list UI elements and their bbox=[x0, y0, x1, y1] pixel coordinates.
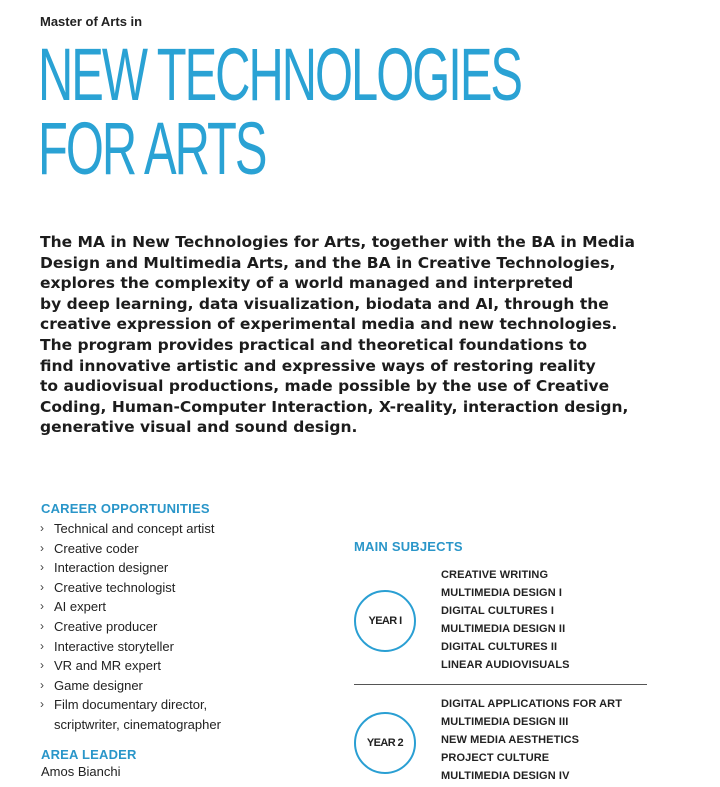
subject-item: NEW MEDIA AESTHETICS bbox=[441, 734, 580, 746]
area-leader-heading: AREA LEADER bbox=[41, 747, 137, 762]
subject-item: MULTIMEDIA DESIGN III bbox=[441, 716, 569, 728]
subject-item: DIGITAL CULTURES I bbox=[441, 605, 555, 617]
list-item: › Creative coder bbox=[40, 539, 221, 559]
list-item: › Interactive storyteller bbox=[40, 637, 221, 657]
year-1-subject-list bbox=[441, 566, 570, 674]
page-title bbox=[38, 33, 522, 190]
intro-line: generative visual and sound design. bbox=[40, 418, 358, 437]
intro-line: The MA in New Technologies for Arts, together with the BA in Media bbox=[40, 233, 635, 251]
year-2-subject-list bbox=[441, 695, 622, 785]
list-item: › Interaction designer bbox=[40, 558, 221, 578]
subject-item: MULTIMEDIA DESIGN IV bbox=[441, 770, 570, 782]
intro-line: creative expression of experimental media and new technologies. bbox=[40, 315, 618, 334]
list-item: › Technical and concept artist bbox=[40, 519, 221, 539]
subject-item: CREATIVE WRITING bbox=[441, 569, 549, 581]
chevron-right-icon: › bbox=[40, 618, 44, 633]
subject-item: MULTIMEDIA DESIGN I bbox=[441, 587, 563, 599]
list-item: › Creative producer bbox=[40, 617, 221, 637]
intro-line: The program provides practical and theoretical foundations to bbox=[40, 335, 588, 354]
chevron-right-icon: › bbox=[40, 540, 44, 555]
chevron-right-icon: › bbox=[40, 638, 44, 653]
intro-line: find innovative artistic and expressive ways of restoring reality bbox=[40, 356, 596, 375]
intro-line: explores the complexity of a world managed and interpreted bbox=[40, 274, 574, 293]
area-leader-name: Amos Bianchi bbox=[41, 764, 121, 779]
intro-line: Coding, Human-Computer Interaction, X-reality, interaction design, bbox=[40, 397, 629, 416]
year-divider bbox=[354, 684, 647, 685]
subject-item: DIGITAL APPLICATIONS FOR ART bbox=[441, 698, 623, 710]
subject-item: DIGITAL CULTURES II bbox=[441, 641, 558, 653]
career-list bbox=[40, 519, 221, 735]
year-2-badge: YEAR 2 bbox=[354, 712, 416, 774]
list-item-continuation: scriptwriter, cinematographer bbox=[54, 716, 221, 732]
intro-line: by deep learning, data visualization, biodata and AI, through the bbox=[40, 294, 609, 313]
list-item: › VR and MR expert bbox=[40, 656, 221, 676]
list-item: › AI expert bbox=[40, 597, 221, 617]
list-item: › Game designer bbox=[40, 676, 221, 696]
chevron-right-icon: › bbox=[40, 579, 44, 594]
main-subjects-heading: MAIN SUBJECTS bbox=[354, 539, 463, 554]
subject-item: PROJECT CULTURE bbox=[441, 752, 550, 764]
intro-paragraph bbox=[40, 232, 650, 438]
title-line-1: NEW TECHNOLOGIES bbox=[38, 33, 522, 116]
title-line-2: FOR ARTS bbox=[38, 107, 266, 190]
subject-item: MULTIMEDIA DESIGN II bbox=[441, 623, 566, 635]
chevron-right-icon: › bbox=[40, 677, 44, 692]
year-1-badge: YEAR I bbox=[354, 590, 416, 652]
pre-title: Master of Arts in bbox=[40, 14, 143, 29]
chevron-right-icon: › bbox=[40, 658, 44, 673]
chevron-right-icon: › bbox=[40, 697, 44, 712]
chevron-right-icon: › bbox=[40, 599, 44, 614]
list-item: › Creative technologist bbox=[40, 578, 221, 598]
list-item: › Film documentary director, scriptwriter, cinematographer bbox=[40, 695, 221, 734]
intro-line: Design and Multimedia Arts, and the BA in Creative Technologies, bbox=[40, 253, 616, 272]
intro-line: to audiovisual productions, made possible by the use of Creative bbox=[40, 377, 610, 396]
chevron-right-icon: › bbox=[40, 560, 44, 575]
career-heading: CAREER OPPORTUNITIES bbox=[41, 501, 210, 516]
subject-item: LINEAR AUDIOVISUALS bbox=[441, 659, 570, 671]
chevron-right-icon: › bbox=[40, 521, 44, 535]
